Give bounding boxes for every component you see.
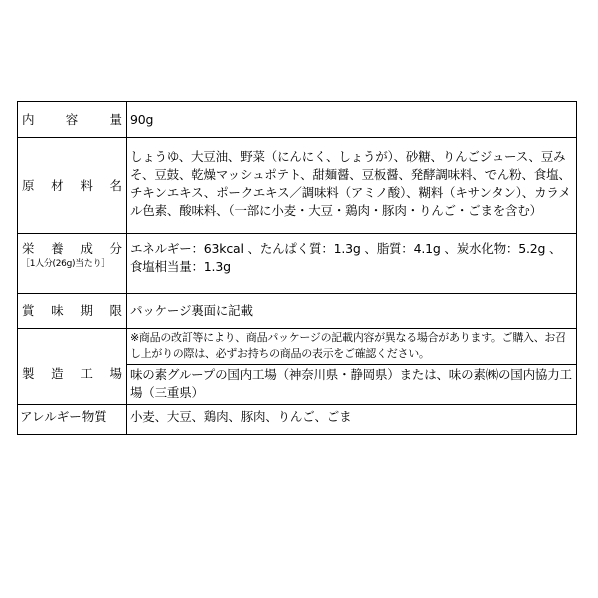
label-char: 成 (80, 241, 93, 256)
label-char: 材 (51, 177, 64, 193)
label-best-before (18, 294, 127, 329)
value-best-before: パッケージ裏面に記載 (127, 294, 577, 329)
label-char: 分 (109, 241, 122, 256)
value-allergens: 小麦、大豆、鶏肉、豚肉、りんご、ごま (127, 405, 577, 435)
label-factory (18, 365, 127, 405)
label-char: 栄 (22, 241, 35, 256)
label-text (18, 111, 126, 129)
label-text (18, 302, 126, 320)
product-info-table (17, 101, 577, 493)
label-ingredients (18, 138, 127, 234)
label-text (18, 365, 126, 383)
label-char: 内 (22, 111, 35, 127)
label-char: 原 (22, 177, 35, 193)
label-char: 名 (109, 177, 122, 193)
value-factory: 味の素グループの国内工場（神奈川県・静岡県）または、味の素㈱の国内協力工場（三重県） (127, 365, 577, 405)
label-char: 量 (109, 111, 122, 127)
label-contents (18, 102, 127, 138)
label-blank (18, 329, 127, 365)
label-char: 製 (22, 365, 35, 381)
label-char: 養 (51, 241, 64, 256)
label-char: 限 (109, 303, 122, 318)
label-char: 賞 (22, 303, 35, 318)
label-char: 造 (51, 365, 64, 381)
value-nutrition: エネルギー：63kcal 、たんぱく質：1.3g 、脂質：4.1g 、炭水化物：5.2g 、食塩相当量：1.3g (127, 234, 577, 294)
label-text (18, 177, 126, 195)
label-char: 工 (80, 365, 93, 381)
label-text (18, 240, 126, 258)
label-char: 期 (80, 303, 93, 318)
value-contents: 90g (127, 102, 577, 138)
label-nutrition-sub: ［1人分(26g)当たり］ (21, 259, 111, 269)
label-nutrition (18, 234, 127, 294)
label-char: 味 (51, 303, 64, 318)
label-allergens (18, 405, 127, 435)
revision-note: ※商品の改訂等により、商品パッケージの記載内容が異なる場合があります。ご購入、お召し上がりの際は、必ずお持ちの商品の表示をご確認ください。 (127, 329, 577, 365)
label-text: アレルギー物質 (20, 409, 107, 424)
label-char: 料 (80, 177, 93, 193)
label-char: 容 (65, 111, 79, 127)
label-char: 場 (109, 365, 122, 381)
value-ingredients: しょうゆ、大豆油、野菜（にんにく、しょうが）、砂糖、りんごジュース、豆みそ、豆鼓、乾燥マッシュポテト、甜麺醤、豆板醤、発酵調味料、でん粉、食塩、チキンエキス、ポークエキス／調味料（アミノ酸）、糊料（キサンタン）、カラメル色素、酸味料、（一部に小麦・大豆・鶏肉・豚肉・りんご・ごまを含む） (127, 138, 577, 234)
